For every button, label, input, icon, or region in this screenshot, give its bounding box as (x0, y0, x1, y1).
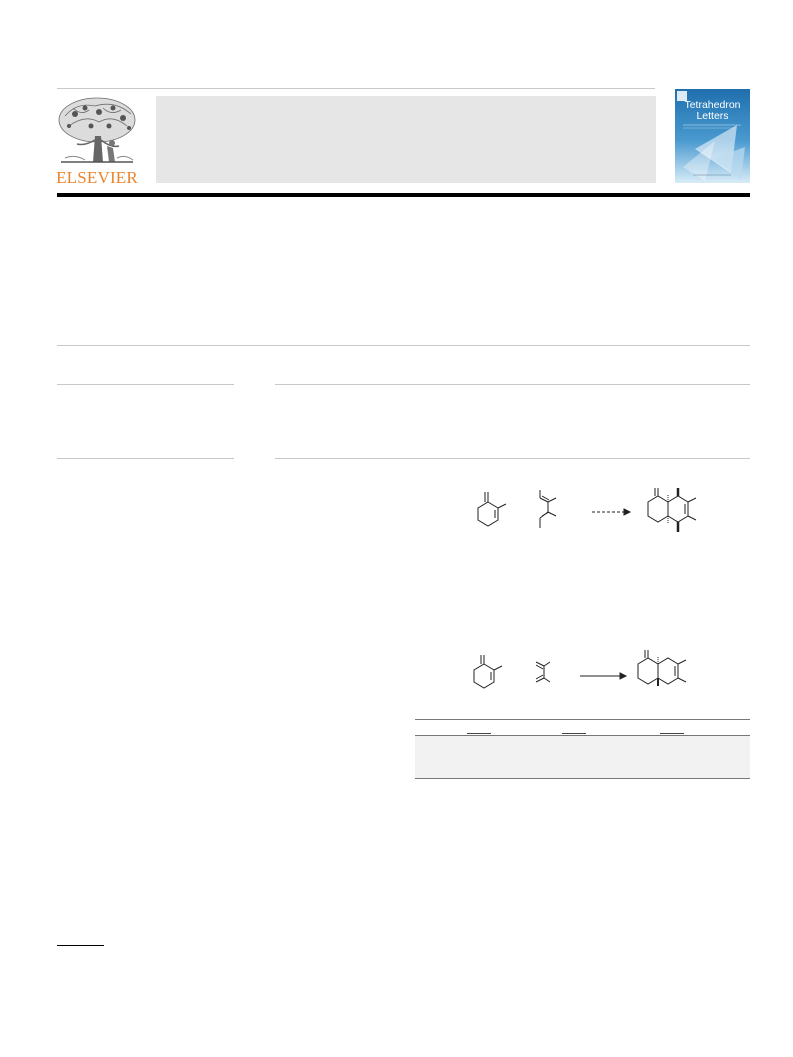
dashed-arrow (592, 509, 630, 515)
solid-arrow (580, 673, 626, 679)
enone-structure (478, 492, 506, 526)
enone-structure-2 (474, 655, 502, 688)
table-column-span-2 (562, 733, 586, 734)
title-block-rule (57, 345, 750, 346)
abstract-bottom-rule (275, 458, 750, 459)
header-top-rule (57, 88, 655, 89)
elsevier-tree-logo (55, 96, 139, 168)
publisher-name: ELSEVIER (56, 168, 138, 187)
header-bottom-rule (57, 193, 750, 197)
scheme-top (460, 484, 720, 540)
article-info-bottom-rule (57, 458, 234, 459)
table-header-rule (415, 735, 750, 736)
footnote-rule (57, 945, 104, 946)
abstract-top-rule (275, 384, 750, 385)
journal-banner (156, 96, 656, 183)
diene-structure (540, 490, 556, 528)
cover-title-line2: Letters (696, 110, 729, 122)
cover-title-line1: Tetrahedron (684, 99, 741, 111)
table-body-band (415, 736, 750, 778)
data-table (415, 719, 750, 779)
article-info-top-rule (57, 384, 234, 385)
table-bottom-rule (415, 778, 750, 779)
scheme-bottom (460, 648, 720, 694)
decalin-product-2 (638, 650, 686, 686)
table-top-rule (415, 719, 750, 720)
diene-structure-2 (536, 662, 550, 682)
decalin-product (648, 488, 696, 532)
table-column-span-1 (467, 733, 491, 734)
journal-cover (675, 89, 750, 183)
table-column-span-3 (660, 733, 684, 734)
